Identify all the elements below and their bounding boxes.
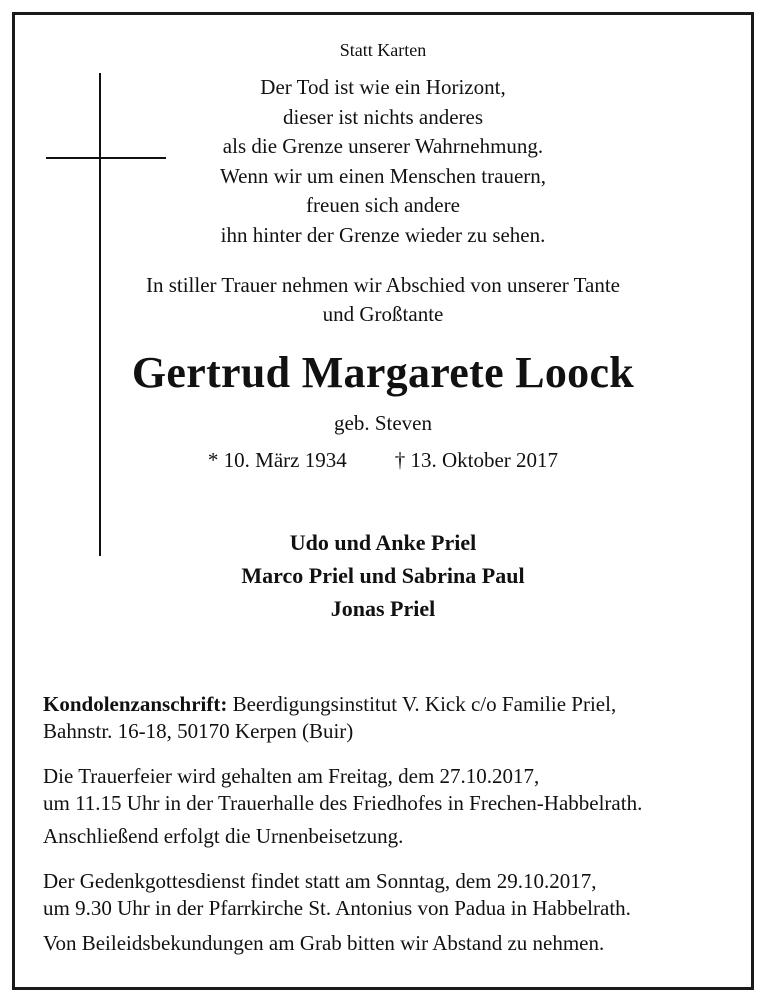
death-date: † 13. Oktober 2017 <box>394 448 559 472</box>
memorial-line: um 9.30 Uhr in der Pfarrkirche St. Antonius von Padua in Habbelrath. <box>43 896 631 920</box>
poem-line: Wenn wir um einen Menschen trauern, <box>219 163 547 188</box>
condolence-request: Von Beileidsbekundungen am Grab bitten wir Abstand zu nehmen. <box>43 931 605 955</box>
memorial-service-info <box>43 868 743 922</box>
header-statt-karten: Statt Karten <box>339 40 427 60</box>
memorial-line: Der Gedenkgottesdienst findet statt am Sonntag, dem 29.10.2017, <box>43 869 597 893</box>
intro-text <box>0 271 766 329</box>
family-member: Marco Priel und Sabrina Paul <box>241 563 525 588</box>
funeral-line: um 11.15 Uhr in der Trauerhalle des Friedhofes in Frechen-Habbelrath. <box>43 791 643 815</box>
family-member: Jonas Priel <box>330 596 436 621</box>
intro-line: und Großtante <box>322 302 444 326</box>
family-signatures <box>0 526 766 625</box>
family-member: Udo und Anke Priel <box>289 530 477 555</box>
funeral-line: Die Trauerfeier wird gehalten am Freitag, dem 27.10.2017, <box>43 764 540 788</box>
poem-line: freuen sich andere <box>306 193 460 217</box>
poem <box>0 73 766 250</box>
birth-date: * 10. März 1934 <box>207 448 347 472</box>
funeral-info <box>43 763 743 817</box>
poem-line: ihn hinter der Grenze wieder zu sehen. <box>220 222 546 247</box>
maiden-name: geb. Steven <box>334 411 432 435</box>
intro-line: In stiller Trauer nehmen wir Abschied von unserer Tante <box>145 273 621 297</box>
condolence-label: Kondolenzanschrift: <box>43 692 228 716</box>
poem-line: Der Tod ist wie ein Horizont, <box>260 75 506 99</box>
urn-info: Anschließend erfolgt die Urnenbeisetzung. <box>43 824 404 848</box>
life-dates <box>0 446 766 474</box>
deceased-name: Gertrud Margarete Loock <box>131 348 635 397</box>
condolence-line2: Bahnstr. 16-18, 50170 Kerpen (Buir) <box>43 719 354 743</box>
condolence-address <box>43 691 743 745</box>
condolence-line1: Beerdigungsinstitut V. Kick c/o Familie Priel, <box>227 692 617 716</box>
poem-line: dieser ist nichts anderes <box>282 104 484 129</box>
poem-line: als die Grenze unserer Wahrnehmung. <box>222 134 544 158</box>
